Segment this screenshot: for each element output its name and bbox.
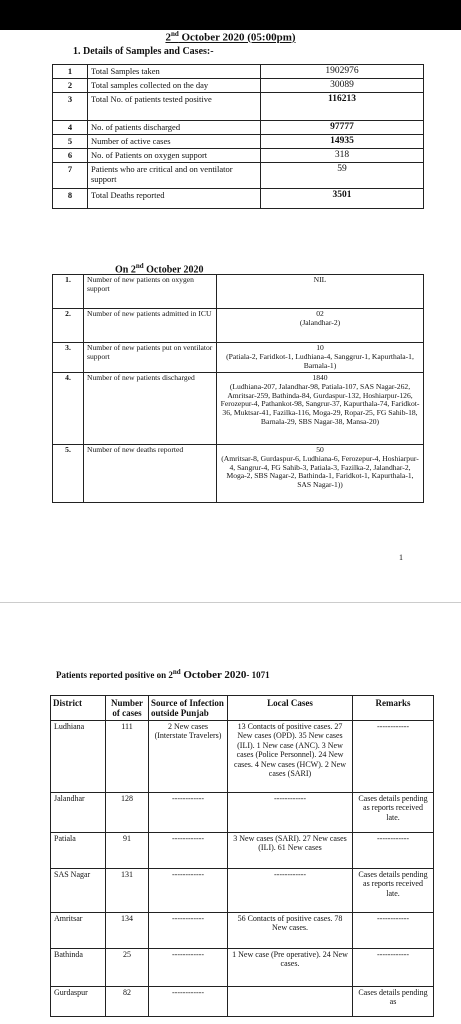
summary-row [53, 65, 424, 79]
daily-row-value-cell [217, 445, 424, 503]
district-row [51, 833, 434, 869]
local-cell: ------------ [228, 793, 353, 833]
row-number: 2 [53, 79, 88, 93]
row-number: 1 [53, 65, 88, 79]
district-row [51, 721, 434, 793]
remarks-cell: ------------ [353, 913, 434, 949]
cases-cell: 134 [106, 913, 149, 949]
row-label: Number of active cases [88, 135, 261, 149]
row-value: 97777 [261, 121, 424, 135]
row-label: Total Deaths reported [88, 189, 261, 209]
district-cell: SAS Nagar [51, 869, 106, 913]
local-cell [228, 987, 353, 1017]
positive-table-header [51, 696, 434, 721]
source-cell: ------------ [149, 913, 228, 949]
cases-cell: 111 [106, 721, 149, 793]
row-label: No. of Patients on oxygen support [88, 149, 261, 163]
page-title: 2nd October 2020 (05:00pm) [165, 30, 296, 44]
summary-row [53, 79, 424, 93]
row-value: 116213 [261, 93, 424, 121]
district-cell: Bathinda [51, 949, 106, 987]
top-black-bar [0, 0, 461, 30]
row-number: 5 [53, 135, 88, 149]
daily-row [53, 309, 424, 343]
row-value: 1902976 [261, 65, 424, 79]
district-row [51, 949, 434, 987]
daily-row-value-cell [217, 275, 424, 309]
summary-row [53, 189, 424, 209]
row-number: 4 [53, 121, 88, 135]
row-number: 6 [53, 149, 88, 163]
source-cell: ------------ [149, 949, 228, 987]
row-label: Total samples collected on the day [88, 79, 261, 93]
section-heading: 1. Details of Samples and Cases:- [73, 46, 214, 57]
local-cell: 56 Contacts of positive cases. 78 New cases. [228, 913, 353, 949]
row-label: Total Samples taken [88, 65, 261, 79]
cases-cell: 128 [106, 793, 149, 833]
header-source: Source of Infection outside Punjab [149, 696, 228, 721]
cases-cell: 25 [106, 949, 149, 987]
row-value: 14935 [261, 135, 424, 149]
header-local: Local Cases [228, 696, 353, 721]
remarks-cell: Cases details pending as reports received late. [353, 869, 434, 913]
daily-row-number: 1. [53, 275, 84, 309]
source-cell: ------------ [149, 833, 228, 869]
row-value: 59 [261, 163, 424, 189]
daily-row-detail: (Amritsar-8, Gurdaspur-6, Ludhiana-6, Ferozepur-4, Hoshiarpur-4, Sangrur-4, FG Sahib-3, Patiala-3, Fazilka-2, Jalandhar-2, Moga-2, SBS Nagar-2, Bathinda-1, Faridkot-1, Kapurthala-1, SAS Nagar-1)) [221, 453, 419, 490]
district-cell: Amritsar [51, 913, 106, 949]
summary-row [53, 163, 424, 189]
daily-row-number: 4. [53, 373, 84, 445]
daily-row-detail: (Jalandhar-2) [299, 317, 341, 327]
daily-row [53, 275, 424, 309]
positive-table [50, 695, 434, 1017]
local-cell: ------------ [228, 869, 353, 913]
row-number: 3 [53, 93, 88, 121]
daily-row-detail: (Patiala-2, Faridkot-1, Ludhiana-4, Sanggrur-1, Kapurthala-1, Barnala-1) [226, 351, 414, 370]
daily-row [53, 373, 424, 445]
local-cell: 13 Contacts of positive cases. 27 New cases (OPD). 35 New cases (ILI). 1 New case (ANC). 3 New cases (Police Personnel). 24 New cases. 4 New cases (HCW). 2 New cases (SARI) [228, 721, 353, 793]
row-value: 318 [261, 149, 424, 163]
summary-row [53, 93, 424, 121]
header-district: District [51, 696, 106, 721]
summary-row [53, 149, 424, 163]
summary-row [53, 135, 424, 149]
row-label: No. of patients discharged [88, 121, 261, 135]
daily-table [52, 274, 424, 503]
daily-row-label: Number of new patients admitted in ICU [84, 309, 217, 343]
daily-row-label: Number of new patients put on ventilator support [84, 343, 217, 373]
daily-row-value-cell [217, 373, 424, 445]
row-number: 7 [53, 163, 88, 189]
header-number: Number of cases [106, 696, 149, 721]
row-label: Total No. of patients tested positive [88, 93, 261, 121]
cases-cell: 82 [106, 987, 149, 1017]
district-cell: Ludhiana [51, 721, 106, 793]
source-cell: ------------ [149, 987, 228, 1017]
row-value: 30089 [261, 79, 424, 93]
summary-row [53, 121, 424, 135]
source-cell: ------------ [149, 869, 228, 913]
daily-row-detail: (Ludhiana-207, Jalandhar-98, Patiala-107, SAS Nagar-262, Amritsar-259, Bathinda-84, Gurdaspur-132, Hoshiarpur-126, Ferozepur-4, Pathankot-98, Sangrur-37, Kapurthala-74, Faridkot-36, Muktsar-41, Fazilka-116, Moga-29, Ropar-25, FG Sahib-18, Barnala-29, SBS Nagar-38, Mansa-20) [220, 381, 420, 426]
daily-title: On 2nd October 2020 [115, 262, 204, 276]
district-row [51, 913, 434, 949]
district-cell: Gurdaspur [51, 987, 106, 1017]
daily-row-value: 1840 [312, 373, 328, 382]
remarks-cell: Cases details pending as [353, 987, 434, 1017]
remarks-cell: Cases details pending as reports received late. [353, 793, 434, 833]
source-cell: 2 New cases (Interstate Travelers) [149, 721, 228, 793]
daily-row-number: 2. [53, 309, 84, 343]
row-value: 3501 [261, 189, 424, 209]
district-cell: Jalandhar [51, 793, 106, 833]
daily-row-number: 3. [53, 343, 84, 373]
header-remarks: Remarks [353, 696, 434, 721]
daily-row-label: Number of new patients on oxygen support [84, 275, 217, 309]
district-row [51, 987, 434, 1017]
daily-row-label: Number of new patients discharged [84, 373, 217, 445]
remarks-cell: ------------ [353, 949, 434, 987]
remarks-cell: ------------ [353, 721, 434, 793]
remarks-cell: ------------ [353, 833, 434, 869]
row-number: 8 [53, 189, 88, 209]
daily-row-number: 5. [53, 445, 84, 503]
daily-row-label: Number of new deaths reported [84, 445, 217, 503]
district-row [51, 869, 434, 913]
district-row [51, 793, 434, 833]
positive-title: Patients reported positive on 2nd October 2020- 1071 [56, 668, 270, 681]
local-cell: 1 New case (Pre operative). 24 New cases. [228, 949, 353, 987]
local-cell: 3 New cases (SARI). 27 New cases (ILI). 61 New cases [228, 833, 353, 869]
daily-row-value-cell [217, 309, 424, 343]
summary-table [52, 64, 424, 209]
daily-row-value: 50 [316, 445, 324, 454]
daily-row-value: 02 [316, 309, 324, 318]
daily-row-value-cell [217, 343, 424, 373]
page-divider [0, 602, 461, 603]
page-number: 1 [399, 553, 403, 562]
source-cell: ------------ [149, 793, 228, 833]
daily-row-value: 10 [316, 343, 324, 352]
cases-cell: 91 [106, 833, 149, 869]
row-label: Patients who are critical and on ventilator support [88, 163, 261, 189]
district-cell: Patiala [51, 833, 106, 869]
daily-row [53, 445, 424, 503]
daily-row-value: NIL [313, 275, 327, 284]
cases-cell: 131 [106, 869, 149, 913]
daily-row [53, 343, 424, 373]
